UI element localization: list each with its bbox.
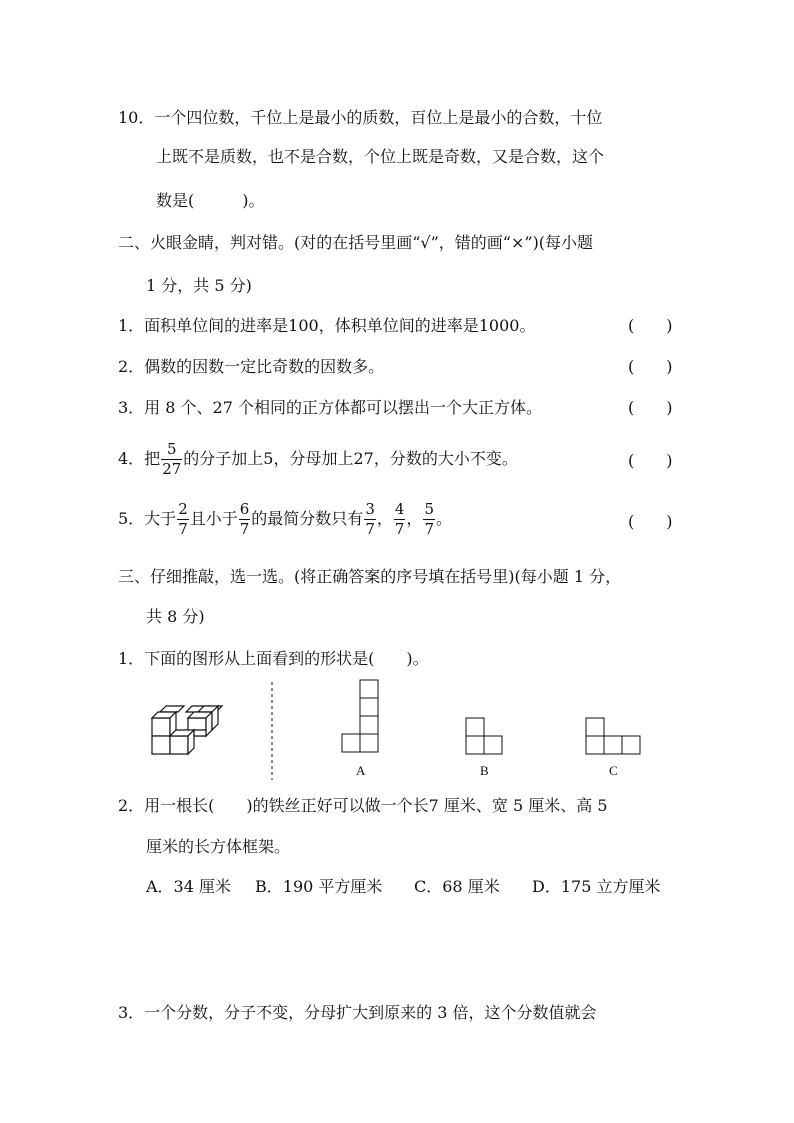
option-a-label[interactable]: A [356,763,366,778]
fraction-numerator: 6 [239,500,250,518]
q10-line-3: 数是( )。 [156,191,265,210]
judge-answer-1[interactable]: ( ) [628,316,673,335]
choice-q2-option-a[interactable]: A．34 厘米 [146,877,232,896]
fraction-denominator: 7 [365,520,375,538]
judge-item-5-post: 。 [435,509,452,528]
choice-q2-line-1: 2．用一根长( )的铁丝正好可以做一个长7 厘米、宽 5 厘米、高 5 [118,796,608,815]
judge-item-2: 2．偶数的因数一定比奇数的因数多。 [118,357,385,376]
fraction-3-7 [364,500,376,539]
judge-item-1: 1．面积单位间的进率是100，体积单位间的进率是1000。 [118,316,536,335]
choice-q2-option-d[interactable]: D．175 立方厘米 [532,877,661,896]
fraction-4-7 [394,500,406,539]
dashed-divider [270,682,274,780]
option-c-label[interactable]: C [609,763,618,778]
option-b-figure [462,714,510,758]
judge-item-5-pre: 5．大于 [118,509,177,528]
fraction-5-27 [161,440,182,479]
choice-q1: 1．下面的图形从上面看到的形状是( )。 [118,649,429,668]
judge-answer-2[interactable]: ( ) [628,357,673,376]
fraction-denominator: 7 [424,520,434,538]
choice-q2-option-b[interactable]: B．190 平方厘米 [255,877,383,896]
choice-q3-line-1: 3．一个分数，分子不变，分母扩大到原来的 3 倍，这个分数值就会 [118,1003,597,1022]
judge-item-5-mid1: 且小于 [189,509,238,528]
section3-heading-cont: 共 8 分) [146,607,205,626]
judge-answer-5[interactable]: ( ) [628,512,673,531]
q10-line-2: 上既不是质数，也不是合数，个位上既是奇数，又是合数，这个 [156,147,605,166]
judge-item-3: 3．用 8 个、27 个相同的正方体都可以摆出一个大正方体。 [118,398,542,417]
judge-item-4-pre: 4．把 [118,449,161,468]
fraction-denominator: 7 [239,520,250,538]
section2-heading-cont: 1 分，共 5 分) [146,276,252,295]
fraction-denominator: 7 [178,520,188,538]
fraction-denominator: 7 [394,520,405,538]
separator: ， [406,509,423,528]
fraction-denominator: 27 [162,460,182,478]
fraction-numerator: 3 [365,500,375,518]
choice-q2-line-2: 厘米的长方体框架。 [146,837,291,856]
fraction-numerator: 2 [178,500,188,518]
fraction-2-7 [177,500,189,539]
separator: ， [376,509,393,528]
option-c-figure [582,714,648,758]
section2-heading: 二、火眼金睛，判对错。(对的在括号里画“√”，错的画“×”)(每小题 [118,233,594,252]
section3-heading: 三、仔细推敲，选一选。(将正确答案的序号填在括号里)(每小题 1 分， [118,567,622,586]
judge-item-4 [118,440,518,479]
fraction-numerator: 5 [161,440,182,460]
choice-q2-option-c[interactable]: C．68 厘米 [414,877,500,896]
fraction-5-7 [423,500,435,539]
judge-answer-4[interactable]: ( ) [628,451,673,470]
judge-item-5-mid2: 的最简分数只有 [251,509,364,528]
option-b-label[interactable]: B [480,763,489,778]
judge-item-4-post: 的分子加上5，分母加上27，分数的大小不变。 [183,449,518,468]
cube-stack-figure [146,700,226,760]
judge-item-5 [118,500,452,539]
fraction-numerator: 4 [394,500,405,518]
fraction-6-7 [239,500,251,539]
fraction-numerator: 5 [424,500,434,518]
judge-answer-3[interactable]: ( ) [628,398,673,417]
q10-line-1: 10．一个四位数，千位上是最小的质数，百位上是最小的合数，十位 [118,108,603,127]
